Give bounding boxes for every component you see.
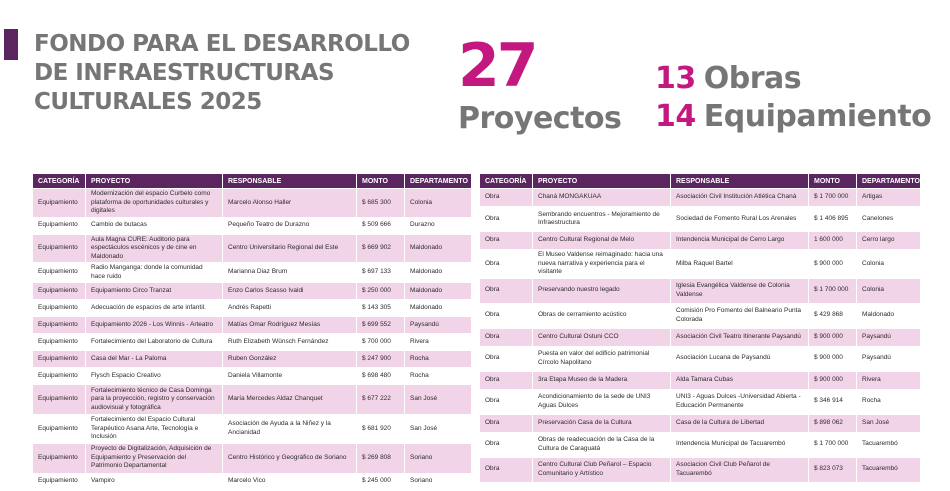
- cell-monto: $ 677 222: [357, 385, 405, 414]
- column-header-responsable: RESPONSABLE: [671, 174, 809, 188]
- cell-proyecto: El Museo Valdense reimaginado: hacia una nueva narrativa y experiencia para el visitante: [533, 250, 671, 278]
- column-header-responsable: RESPONSABLE: [223, 174, 357, 188]
- cell-departamento: Rocha: [857, 390, 920, 414]
- cell-responsable: Marianna Diaz Brum: [223, 263, 357, 282]
- cell-departamento: San José: [857, 415, 920, 432]
- cell-categoria: Obra: [480, 207, 533, 231]
- cell-categoria: Equipamiento: [33, 368, 86, 384]
- cell-categoria: Obra: [480, 250, 533, 278]
- cell-categoria: Obra: [480, 304, 533, 328]
- cell-monto: $ 685 300: [357, 189, 405, 217]
- cell-monto: $ 681 920: [357, 415, 405, 443]
- cell-departamento: Durazno: [405, 218, 471, 234]
- cell-departamento: Colonia: [405, 189, 471, 217]
- cell-categoria: Obra: [480, 347, 533, 371]
- cell-departamento: Cerro largo: [857, 232, 920, 249]
- cell-responsable: Marcelo Vico: [223, 474, 357, 490]
- table-row: [480, 390, 920, 414]
- cell-monto: $ 250 000: [357, 283, 405, 299]
- cell-categoria: Equipamiento: [33, 263, 86, 282]
- cell-departamento: Soriano: [405, 444, 471, 473]
- cell-proyecto: Centro Cultural Ostuni CCO: [533, 329, 671, 346]
- table-row: [33, 444, 471, 473]
- total-projects-number: 27: [458, 31, 536, 101]
- cell-responsable: Sociedad de Fomento Rural Los Arenales: [671, 207, 809, 231]
- cell-responsable: Comisión Pro Fomento del Balneario Punta Colorada: [671, 304, 809, 328]
- cell-responsable: Asociación de Ayuda a la Niñez y la Ancianidad: [223, 415, 357, 443]
- cell-responsable: Alda Tamara Cubas: [671, 372, 809, 389]
- table-row: [33, 334, 471, 350]
- cell-responsable: Asociación Civil Teatro Itinerante Paysandú: [671, 329, 809, 346]
- cell-departamento: Colonia: [857, 250, 920, 278]
- cell-categoria: Obra: [480, 189, 533, 206]
- cell-proyecto: Fortalecimiento del Laboratorio de Cultura: [86, 334, 223, 350]
- cell-categoria: Obra: [480, 372, 533, 389]
- cell-departamento: San José: [405, 415, 471, 443]
- column-header-categoria: CATEGORÍA: [480, 174, 533, 188]
- cell-departamento: Maldonado: [857, 304, 920, 328]
- equipamiento-table-body: [33, 189, 471, 490]
- cell-departamento: San José: [405, 385, 471, 414]
- cell-proyecto: Vampiro: [86, 474, 223, 490]
- table-header-row: [33, 174, 471, 188]
- cell-monto: $ 429 868: [809, 304, 857, 328]
- cell-monto: $ 699 552: [357, 317, 405, 333]
- cell-departamento: Rivera: [857, 372, 920, 389]
- table-row: [480, 433, 920, 457]
- cell-responsable: Centro Histórico y Geográfico de Soriano: [223, 444, 357, 473]
- cell-departamento: Rivera: [405, 334, 471, 350]
- column-header-departamento: DEPARTAMENTO: [857, 174, 920, 188]
- cell-categoria: Equipamiento: [33, 218, 86, 234]
- cell-departamento: Artigas: [857, 189, 920, 206]
- cell-proyecto: Centro Cultural Club Peñarol – Espacio Comunitario y Artístico: [533, 458, 671, 482]
- cell-proyecto: Puesta en valor del edificio patrimonial Círcolo Napolitano: [533, 347, 671, 371]
- cell-proyecto: Sembrando encuentros - Mejoramiento de Infraestructura: [533, 207, 671, 231]
- obras-number: 13: [655, 61, 696, 96]
- cell-monto: $ 1 700 000: [809, 279, 857, 303]
- cell-departamento: Maldonado: [405, 283, 471, 299]
- equipamiento-table: [33, 173, 471, 491]
- cell-proyecto: Casa del Mar - La Paloma: [86, 351, 223, 367]
- table-row: [33, 368, 471, 384]
- obras-stat: [655, 62, 801, 96]
- cell-proyecto: Chaná MONGAKUAA: [533, 189, 671, 206]
- cell-departamento: Maldonado: [405, 300, 471, 316]
- cell-monto: $ 823 073: [809, 458, 857, 482]
- cell-proyecto: Equipamiento 2026 - Los Winnis - Arteatro: [86, 317, 223, 333]
- cell-proyecto: Proyecto de Digitalización, Adquisición de Equipamiento y Preservación del Patrimonio Departamental: [86, 444, 223, 473]
- cell-departamento: Rocha: [405, 368, 471, 384]
- cell-proyecto: Centro Cultural Regional de Melo: [533, 232, 671, 249]
- table-row: [480, 372, 920, 389]
- table-row: [480, 189, 920, 206]
- table-header-row: [480, 174, 920, 188]
- cell-proyecto: Obras de cerramiento acústico: [533, 304, 671, 328]
- table-row: [33, 415, 471, 443]
- column-header-monto: MONTO: [809, 174, 857, 188]
- cell-monto: $ 698 480: [357, 368, 405, 384]
- title-line: CULTURALES 2025: [34, 89, 262, 115]
- cell-departamento: Maldonado: [405, 235, 471, 263]
- cell-proyecto: Adecuación de espacios de arte infantil.: [86, 300, 223, 316]
- table-row: [480, 347, 920, 371]
- cell-responsable: UNI3 - Aguas Dulces -Universidad Abierta - Educación Permanente: [671, 390, 809, 414]
- cell-categoria: Obra: [480, 433, 533, 457]
- cell-categoria: Equipamiento: [33, 189, 86, 217]
- table-row: [480, 415, 920, 432]
- cell-departamento: Paysandú: [405, 317, 471, 333]
- cell-proyecto: Obras de readecuación de la Casa de la Cultura de Caraguatá: [533, 433, 671, 457]
- table-row: [480, 304, 920, 328]
- column-header-proyecto: PROYECTO: [533, 174, 671, 188]
- cell-responsable: Asociacion Civil Club Peñarol de Tacuarembó: [671, 458, 809, 482]
- cell-monto: $ 1 700 000: [809, 433, 857, 457]
- column-header-proyecto: PROYECTO: [86, 174, 223, 188]
- cell-monto: $ 900 000: [809, 347, 857, 371]
- cell-departamento: Colonia: [857, 279, 920, 303]
- equipamiento-number: 14: [655, 99, 696, 134]
- cell-categoria: Equipamiento: [33, 351, 86, 367]
- table-row: [33, 474, 471, 490]
- cell-categoria: Obra: [480, 458, 533, 482]
- cell-categoria: Obra: [480, 390, 533, 414]
- cell-monto: $ 1 700 000: [809, 189, 857, 206]
- total-projects-label: Proyectos: [458, 101, 622, 136]
- table-row: [33, 283, 471, 299]
- cell-departamento: Soriano: [405, 474, 471, 490]
- cell-monto: $ 669 902: [357, 235, 405, 263]
- cell-categoria: Equipamiento: [33, 385, 86, 414]
- cell-monto: $ 509 666: [357, 218, 405, 234]
- cell-monto: $ 700 000: [357, 334, 405, 350]
- cell-monto: $ 245 000: [357, 474, 405, 490]
- column-header-categoria: CATEGORÍA: [33, 174, 86, 188]
- column-header-departamento: DEPARTAMENTO: [405, 174, 471, 188]
- table-row: [33, 300, 471, 316]
- cell-responsable: Asociación Lucana de Paysandú: [671, 347, 809, 371]
- cell-responsable: Milba Raquel Bartel: [671, 250, 809, 278]
- cell-departamento: Canelones: [857, 207, 920, 231]
- cell-departamento: Tacuarembó: [857, 458, 920, 482]
- cell-monto: $ 346 914: [809, 390, 857, 414]
- table-row: [33, 385, 471, 414]
- title-line: DE INFRAESTRUCTURAS: [34, 60, 335, 86]
- cell-departamento: Paysandú: [857, 329, 920, 346]
- cell-monto: $ 1 406 895: [809, 207, 857, 231]
- table-row: [33, 218, 471, 234]
- obras-label: Obras: [703, 61, 802, 96]
- cell-categoria: Equipamiento: [33, 474, 86, 490]
- cell-monto: $ 898 062: [809, 415, 857, 432]
- cell-responsable: Iglesia Evangélica Valdense de Colonia Valdense: [671, 279, 809, 303]
- table-row: [33, 189, 471, 217]
- cell-proyecto: Radio Manganga: donde la comunidad hace ruido: [86, 263, 223, 282]
- cell-categoria: Obra: [480, 329, 533, 346]
- cell-departamento: Rocha: [405, 351, 471, 367]
- cell-departamento: Maldonado: [405, 263, 471, 282]
- cell-categoria: Obra: [480, 232, 533, 249]
- table-row: [33, 235, 471, 263]
- accent-bar: [4, 29, 18, 60]
- cell-monto: 1 600 000: [809, 232, 857, 249]
- cell-proyecto: Fortalecimiento del Espacio Cultural Terapéutico Asana Arte, Tecnología e Inclusión: [86, 415, 223, 443]
- cell-responsable: María Mercedes Aldaz Chanquet: [223, 385, 357, 414]
- cell-monto: $ 247 900: [357, 351, 405, 367]
- cell-responsable: Centro Universitario Regional del Este: [223, 235, 357, 263]
- cell-proyecto: Fortalecimiento técnico de Casa Dominga para la proyección, registro y conservación audiovisual y fotográfica: [86, 385, 223, 414]
- table-row: [33, 263, 471, 282]
- cell-proyecto: Acondicionamiento de la sede de UNI3 Aguas Dulces: [533, 390, 671, 414]
- cell-monto: $ 269 808: [357, 444, 405, 473]
- obras-table: [480, 173, 920, 483]
- cell-responsable: Intendencia Municipal de Cerro Largo: [671, 232, 809, 249]
- cell-proyecto: Preservación Casa de la Cultura: [533, 415, 671, 432]
- column-header-monto: MONTO: [357, 174, 405, 188]
- cell-responsable: Casa de la Cultura de Libertad: [671, 415, 809, 432]
- cell-categoria: Equipamiento: [33, 300, 86, 316]
- obras-table-body: [480, 189, 920, 482]
- cell-responsable: Marcelo Alonso Haller: [223, 189, 357, 217]
- cell-responsable: Pequeño Teatro de Durazno: [223, 218, 357, 234]
- cell-categoria: Obra: [480, 415, 533, 432]
- cell-monto: $ 900 000: [809, 329, 857, 346]
- cell-categoria: Equipamiento: [33, 283, 86, 299]
- table-row: [480, 207, 920, 231]
- cell-responsable: Andrés Rapetti: [223, 300, 357, 316]
- cell-proyecto: 3ra Etapa Museo de la Madera: [533, 372, 671, 389]
- page-title: [34, 30, 414, 117]
- cell-responsable: Matías Omar Rodríguez Mesías: [223, 317, 357, 333]
- cell-proyecto: Preservando nuestro legado: [533, 279, 671, 303]
- equipamiento-label: Equipamiento: [703, 99, 932, 134]
- cell-monto: $ 900 000: [809, 372, 857, 389]
- cell-monto: $ 697 133: [357, 263, 405, 282]
- cell-categoria: Equipamiento: [33, 444, 86, 473]
- table-row: [480, 232, 920, 249]
- table-row: [480, 329, 920, 346]
- cell-categoria: Equipamiento: [33, 317, 86, 333]
- cell-departamento: Tacuarembó: [857, 433, 920, 457]
- cell-monto: $ 900 000: [809, 250, 857, 278]
- table-row: [33, 317, 471, 333]
- cell-proyecto: Cambio de butacas: [86, 218, 223, 234]
- table-row: [480, 458, 920, 482]
- cell-responsable: Asociación Civil Institución Atlética Chaná: [671, 189, 809, 206]
- table-row: [480, 279, 920, 303]
- cell-monto: $ 143 305: [357, 300, 405, 316]
- cell-proyecto: Modernización del espacio Curbelo como plataforma de oportunidades culturales y digitales: [86, 189, 223, 217]
- table-row: [33, 351, 471, 367]
- cell-categoria: Equipamiento: [33, 334, 86, 350]
- cell-responsable: Daniela Villamonte: [223, 368, 357, 384]
- cell-categoria: Obra: [480, 279, 533, 303]
- equipamiento-stat: [655, 100, 931, 134]
- table-row: [480, 250, 920, 278]
- cell-categoria: Equipamiento: [33, 415, 86, 443]
- cell-proyecto: Aula Magna CURE: Auditorio para espectáculos escénicos y de cine en Maldonado: [86, 235, 223, 263]
- cell-responsable: Ruben González: [223, 351, 357, 367]
- cell-categoria: Equipamiento: [33, 235, 86, 263]
- cell-proyecto: Equipamiento Circo Tranzat: [86, 283, 223, 299]
- cell-responsable: Enzo Carlos Scasso Ivaldi: [223, 283, 357, 299]
- cell-departamento: Paysandú: [857, 347, 920, 371]
- cell-responsable: Ruth Elizabeth Wünsch Fernández: [223, 334, 357, 350]
- cell-proyecto: Flysch Espacio Creativo: [86, 368, 223, 384]
- title-line: FONDO PARA EL DESARROLLO: [34, 31, 410, 57]
- cell-responsable: Intendencia Municipal de Tacuarembó: [671, 433, 809, 457]
